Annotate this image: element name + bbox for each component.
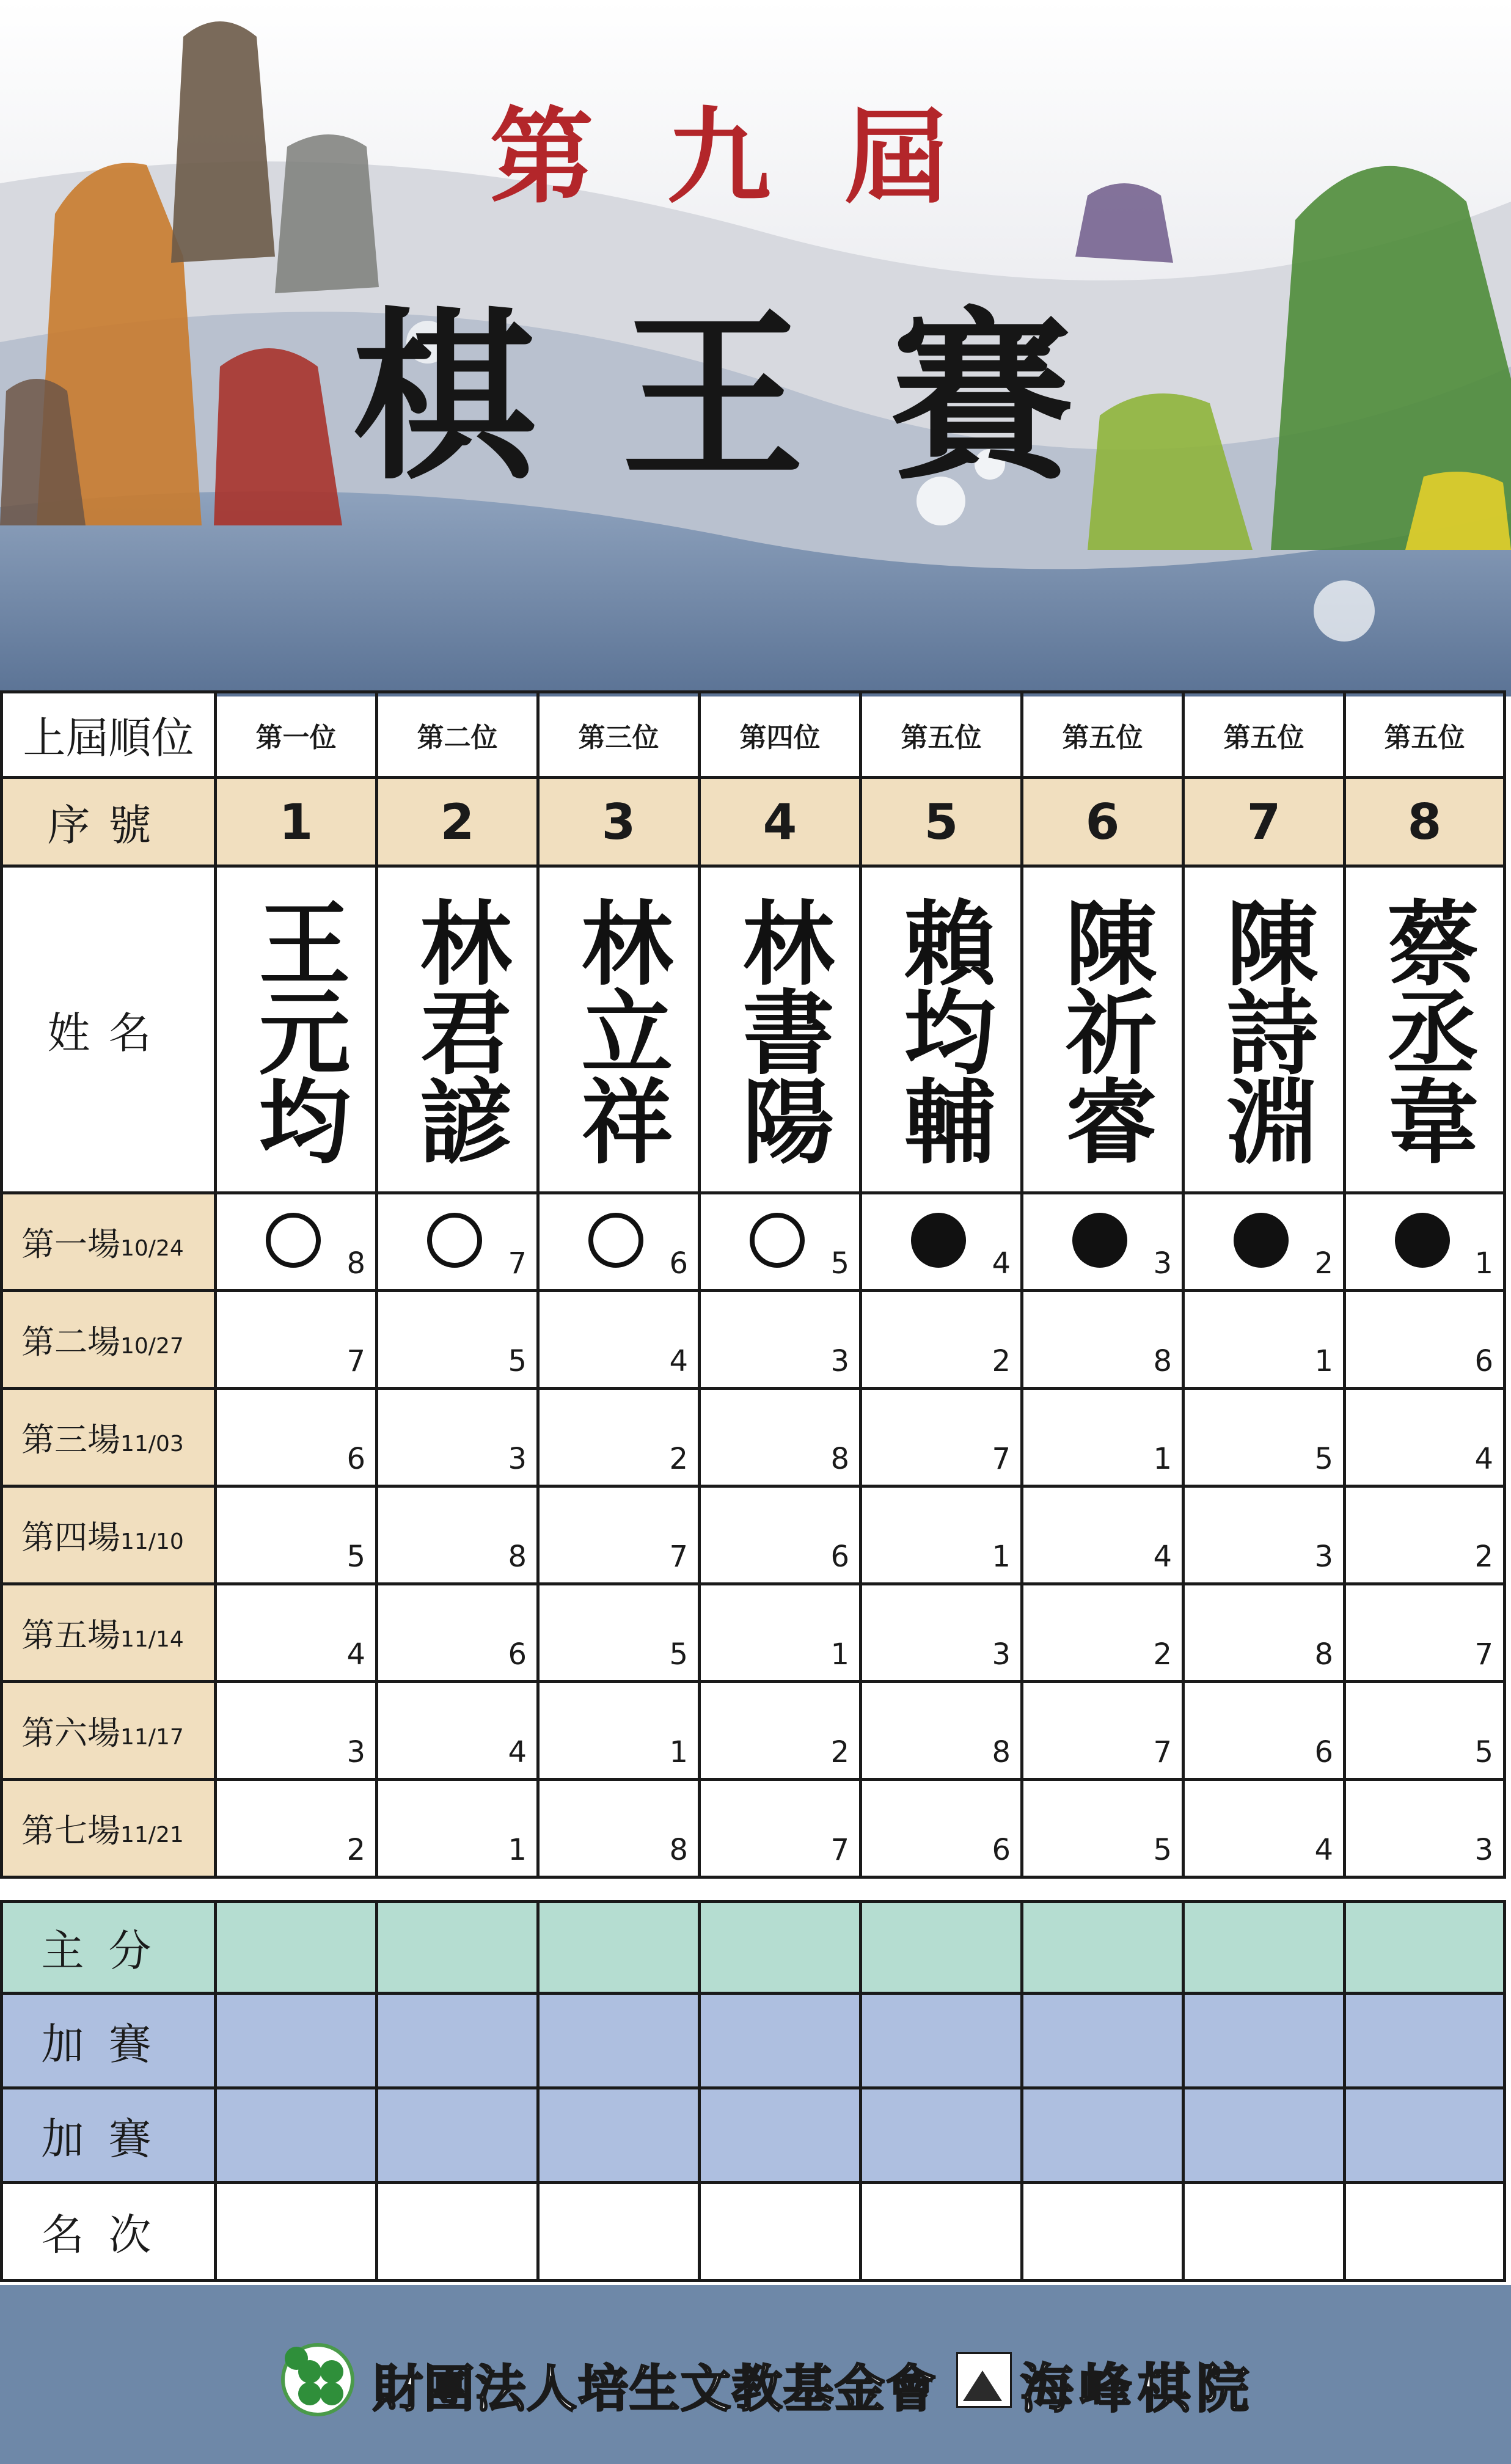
opponent-number: 8 [508, 1540, 527, 1574]
score-table [0, 1900, 1506, 2282]
player-name: 王元均 [243, 896, 349, 1163]
header-banner [0, 0, 1511, 696]
opponent-number: 1 [830, 1637, 849, 1672]
name-label: 姓名 [2, 866, 216, 1193]
opponent-cell[interactable] [1345, 1193, 1505, 1291]
opponent-number: 7 [1474, 1637, 1493, 1672]
rank-cell: 第四位 [700, 692, 861, 778]
round-label-cell [2, 1389, 216, 1486]
score-cell[interactable] [538, 1994, 700, 2088]
opponent-cell[interactable] [861, 1682, 1022, 1780]
seq-label: 序號 [2, 778, 216, 866]
opponent-cell[interactable] [1022, 1291, 1184, 1389]
opponent-cell[interactable] [1022, 1584, 1184, 1682]
white-stone-icon [750, 1213, 805, 1268]
round-label: 第二場 [21, 1323, 120, 1361]
opponent-number: 1 [669, 1735, 688, 1769]
player-name-cell [377, 866, 538, 1193]
mountain-logo-icon [956, 2352, 1012, 2408]
opponent-number: 7 [830, 1833, 849, 1867]
opponent-cell[interactable] [861, 1193, 1022, 1291]
seq-cell: 7 [1184, 778, 1345, 866]
score-cell[interactable] [1345, 1994, 1505, 2088]
opponent-number: 6 [1314, 1735, 1333, 1769]
opponent-cell[interactable] [216, 1780, 377, 1877]
player-name-cell [1345, 866, 1505, 1193]
opponent-number: 4 [346, 1637, 365, 1672]
round-row [2, 1486, 1505, 1584]
tiebreak-label: 加賽 [2, 2088, 216, 2183]
opponent-number: 1 [1474, 1246, 1493, 1281]
opponent-cell[interactable] [700, 1389, 861, 1486]
round-label-cell [2, 1486, 216, 1584]
opponent-number: 3 [508, 1442, 527, 1476]
opponent-number: 8 [830, 1442, 849, 1476]
round-date: 11/17 [120, 1725, 184, 1750]
score-cell[interactable] [1345, 1902, 1505, 1994]
opponent-number: 5 [508, 1344, 527, 1378]
opponent-cell[interactable] [1022, 1486, 1184, 1584]
seq-cell: 4 [700, 778, 861, 866]
academy-name: 海峰棋院 [1020, 2358, 1255, 2419]
player-name-cell [538, 866, 700, 1193]
opponent-number: 2 [1474, 1540, 1493, 1574]
rank-cell: 第五位 [1345, 692, 1505, 778]
opponent-cell[interactable] [1184, 1780, 1345, 1877]
opponent-cell[interactable] [1184, 1291, 1345, 1389]
opponent-cell[interactable] [1184, 1486, 1345, 1584]
black-stone-icon [1395, 1213, 1450, 1268]
opponent-cell[interactable] [377, 1780, 538, 1877]
round-row [2, 1780, 1505, 1877]
score-cell[interactable] [377, 1994, 538, 2088]
opponent-cell[interactable] [700, 1584, 861, 1682]
round-label: 第六場 [21, 1714, 120, 1752]
opponent-cell[interactable] [1345, 1780, 1505, 1877]
round-row [2, 1682, 1505, 1780]
opponent-cell[interactable] [538, 1780, 700, 1877]
opponent-number: 4 [669, 1344, 688, 1378]
main-score-label: 主分 [2, 1902, 216, 1994]
round-date: 11/10 [120, 1529, 184, 1554]
round-label: 第四場 [21, 1518, 120, 1557]
score-cell[interactable] [1184, 1994, 1345, 2088]
opponent-cell[interactable] [216, 1291, 377, 1389]
rank-cell: 第三位 [538, 692, 700, 778]
score-cell[interactable] [1345, 2088, 1505, 2183]
white-stone-icon [427, 1213, 482, 1268]
score-cell[interactable] [1022, 1902, 1184, 1994]
opponent-cell[interactable] [1345, 1389, 1505, 1486]
score-cell[interactable] [1345, 2183, 1505, 2281]
opponent-number: 7 [508, 1246, 527, 1281]
rank-cell: 第五位 [861, 692, 1022, 778]
opponent-number: 2 [1314, 1246, 1333, 1281]
player-name-cell [1184, 866, 1345, 1193]
opponent-cell[interactable] [1184, 1193, 1345, 1291]
opponent-cell[interactable] [377, 1389, 538, 1486]
opponent-cell[interactable] [1345, 1584, 1505, 1682]
opponent-cell[interactable] [700, 1193, 861, 1291]
score-cell[interactable] [700, 1902, 861, 1994]
round-row [2, 1584, 1505, 1682]
opponent-number: 2 [346, 1833, 365, 1867]
opponent-number: 2 [830, 1735, 849, 1769]
black-stone-icon [1072, 1213, 1127, 1268]
opponent-cell[interactable] [1345, 1682, 1505, 1780]
round-label-cell [2, 1193, 216, 1291]
opponent-number: 7 [669, 1540, 688, 1574]
opponent-cell[interactable] [700, 1780, 861, 1877]
opponent-cell[interactable] [861, 1584, 1022, 1682]
opponent-cell[interactable] [700, 1682, 861, 1780]
round-label: 第七場 [21, 1811, 120, 1850]
round-rows [2, 1193, 1505, 1877]
clover-logo-icon [281, 2343, 354, 2416]
white-stone-icon [266, 1213, 321, 1268]
opponent-cell[interactable] [861, 1291, 1022, 1389]
player-name: 賴均輔 [888, 896, 995, 1163]
opponent-number: 4 [508, 1735, 527, 1769]
score-cell[interactable] [377, 2183, 538, 2281]
opponent-cell[interactable] [216, 1193, 377, 1291]
opponent-number: 6 [830, 1540, 849, 1574]
round-date: 10/24 [120, 1236, 184, 1261]
seq-row [2, 778, 1505, 866]
name-row [2, 866, 1505, 1193]
seq-cell: 1 [216, 778, 377, 866]
opponent-number: 1 [1153, 1442, 1172, 1476]
opponent-cell[interactable] [377, 1584, 538, 1682]
opponent-number: 5 [669, 1637, 688, 1672]
opponent-number: 4 [1153, 1540, 1172, 1574]
score-cell[interactable] [1184, 2183, 1345, 2281]
player-name: 林書陽 [726, 896, 833, 1163]
score-cell[interactable] [377, 1902, 538, 1994]
round-date: 10/27 [120, 1334, 184, 1359]
opponent-number: 7 [992, 1442, 1011, 1476]
edition-title: 第九屆 [489, 96, 1022, 218]
player-name-cell [861, 866, 1022, 1193]
score-cell[interactable] [216, 2088, 377, 2183]
round-label: 第五場 [21, 1616, 120, 1654]
black-stone-icon [1234, 1213, 1289, 1268]
round-date: 11/21 [120, 1822, 184, 1848]
opponent-cell[interactable] [216, 1389, 377, 1486]
score-cell[interactable] [216, 1994, 377, 2088]
opponent-cell[interactable] [1184, 1584, 1345, 1682]
rank-row [2, 692, 1505, 778]
tiebreak-row [2, 1994, 1505, 2088]
opponent-number: 3 [1314, 1540, 1333, 1574]
score-cell[interactable] [538, 2088, 700, 2183]
opponent-number: 1 [1314, 1344, 1333, 1378]
opponent-number: 5 [1153, 1833, 1172, 1867]
player-name: 陳詩淵 [1210, 896, 1317, 1163]
opponent-cell[interactable] [538, 1486, 700, 1584]
round-label-cell [2, 1291, 216, 1389]
round-label: 第一場 [21, 1225, 120, 1263]
opponent-number: 5 [346, 1540, 365, 1574]
opponent-cell[interactable] [538, 1291, 700, 1389]
opponent-number: 2 [1153, 1637, 1172, 1672]
opponent-number: 8 [1314, 1637, 1333, 1672]
score-cell[interactable] [861, 2088, 1022, 2183]
seq-cell: 6 [1022, 778, 1184, 866]
match-table [0, 690, 1506, 1879]
opponent-cell[interactable] [1022, 1193, 1184, 1291]
score-cell[interactable] [861, 1902, 1022, 1994]
opponent-cell[interactable] [861, 1780, 1022, 1877]
opponent-number: 4 [992, 1246, 1011, 1281]
opponent-number: 8 [992, 1735, 1011, 1769]
opponent-number: 4 [1314, 1833, 1333, 1867]
rank-label: 上屆順位 [2, 692, 216, 778]
opponent-number: 7 [1153, 1735, 1172, 1769]
opponent-number: 6 [1474, 1344, 1493, 1378]
opponent-number: 8 [669, 1833, 688, 1867]
opponent-number: 3 [992, 1637, 1011, 1672]
opponent-cell[interactable] [216, 1584, 377, 1682]
score-cell[interactable] [1022, 1994, 1184, 2088]
score-cell[interactable] [700, 1994, 861, 2088]
opponent-number: 2 [992, 1344, 1011, 1378]
round-label: 第三場 [21, 1420, 120, 1459]
opponent-number: 7 [346, 1344, 365, 1378]
opponent-number: 1 [508, 1833, 527, 1867]
opponent-cell[interactable] [216, 1682, 377, 1780]
place-label: 名次 [2, 2183, 216, 2281]
player-name-cell [1022, 866, 1184, 1193]
round-label-cell [2, 1780, 216, 1877]
opponent-cell[interactable] [538, 1193, 700, 1291]
opponent-cell[interactable] [1022, 1780, 1184, 1877]
opponent-cell[interactable] [1345, 1291, 1505, 1389]
opponent-number: 5 [1474, 1735, 1493, 1769]
place-row [2, 2183, 1505, 2281]
main-score-row [2, 1902, 1505, 1994]
player-name: 蔡丞韋 [1371, 896, 1478, 1163]
opponent-number: 3 [346, 1735, 365, 1769]
score-cell[interactable] [1022, 2088, 1184, 2183]
opponent-number: 6 [508, 1637, 527, 1672]
opponent-cell[interactable] [538, 1584, 700, 1682]
player-name-cell [216, 866, 377, 1193]
rank-cell: 第一位 [216, 692, 377, 778]
player-name: 林君諺 [404, 896, 511, 1163]
opponent-number: 6 [346, 1442, 365, 1476]
opponent-cell[interactable] [216, 1486, 377, 1584]
score-cell[interactable] [861, 2183, 1022, 2281]
score-cell[interactable] [861, 1994, 1022, 2088]
footer [0, 2285, 1511, 2464]
opponent-number: 3 [1474, 1833, 1493, 1867]
seq-cell: 8 [1345, 778, 1505, 866]
score-cell[interactable] [1022, 2183, 1184, 2281]
opponent-cell[interactable] [700, 1291, 861, 1389]
opponent-number: 8 [346, 1246, 365, 1281]
foundation-name: 財團法人培生文教基金會 [373, 2360, 938, 2418]
score-cell[interactable] [377, 2088, 538, 2183]
score-cell[interactable] [1184, 1902, 1345, 1994]
opponent-cell[interactable] [1184, 1682, 1345, 1780]
player-name: 陳祈睿 [1049, 896, 1156, 1163]
opponent-cell[interactable] [538, 1682, 700, 1780]
score-cell[interactable] [538, 2183, 700, 2281]
opponent-cell[interactable] [1345, 1486, 1505, 1584]
score-cell[interactable] [700, 2088, 861, 2183]
opponent-number: 3 [830, 1344, 849, 1378]
round-row [2, 1291, 1505, 1389]
opponent-number: 4 [1474, 1442, 1493, 1476]
opponent-number: 1 [992, 1540, 1011, 1574]
opponent-cell[interactable] [1022, 1389, 1184, 1486]
opponent-cell[interactable] [861, 1389, 1022, 1486]
score-cell[interactable] [1184, 2088, 1345, 2183]
player-name-cell [700, 866, 861, 1193]
opponent-cell[interactable] [377, 1291, 538, 1389]
rank-cell: 第二位 [377, 692, 538, 778]
opponent-cell[interactable] [377, 1486, 538, 1584]
seq-cell: 5 [861, 778, 1022, 866]
seq-cell: 3 [538, 778, 700, 866]
round-row [2, 1389, 1505, 1486]
opponent-number: 5 [830, 1246, 849, 1281]
round-row [2, 1193, 1505, 1291]
round-date: 11/14 [120, 1627, 184, 1652]
seq-cell: 2 [377, 778, 538, 866]
score-cell[interactable] [538, 1902, 700, 1994]
opponent-number: 6 [992, 1833, 1011, 1867]
opponent-number: 5 [1314, 1442, 1333, 1476]
white-stone-icon [588, 1213, 643, 1268]
opponent-cell[interactable] [861, 1486, 1022, 1584]
opponent-cell[interactable] [700, 1486, 861, 1584]
round-label-cell [2, 1584, 216, 1682]
opponent-cell[interactable] [1022, 1682, 1184, 1780]
opponent-number: 8 [1153, 1344, 1172, 1378]
opponent-cell[interactable] [538, 1389, 700, 1486]
black-stone-icon [911, 1213, 966, 1268]
player-name: 林立祥 [565, 896, 672, 1163]
round-label-cell [2, 1682, 216, 1780]
rank-cell: 第五位 [1022, 692, 1184, 778]
tiebreak-label: 加賽 [2, 1994, 216, 2088]
opponent-number: 2 [669, 1442, 688, 1476]
score-cell[interactable] [216, 2183, 377, 2281]
score-cell[interactable] [216, 1902, 377, 1994]
opponent-cell[interactable] [377, 1193, 538, 1291]
score-cell[interactable] [700, 2183, 861, 2281]
round-date: 11/03 [120, 1431, 184, 1457]
tiebreak-row [2, 2088, 1505, 2183]
opponent-cell[interactable] [377, 1682, 538, 1780]
main-title: 棋王賽 [352, 289, 1159, 505]
opponent-number: 3 [1153, 1246, 1172, 1281]
rank-cell: 第五位 [1184, 692, 1345, 778]
opponent-number: 6 [669, 1246, 688, 1281]
opponent-cell[interactable] [1184, 1389, 1345, 1486]
